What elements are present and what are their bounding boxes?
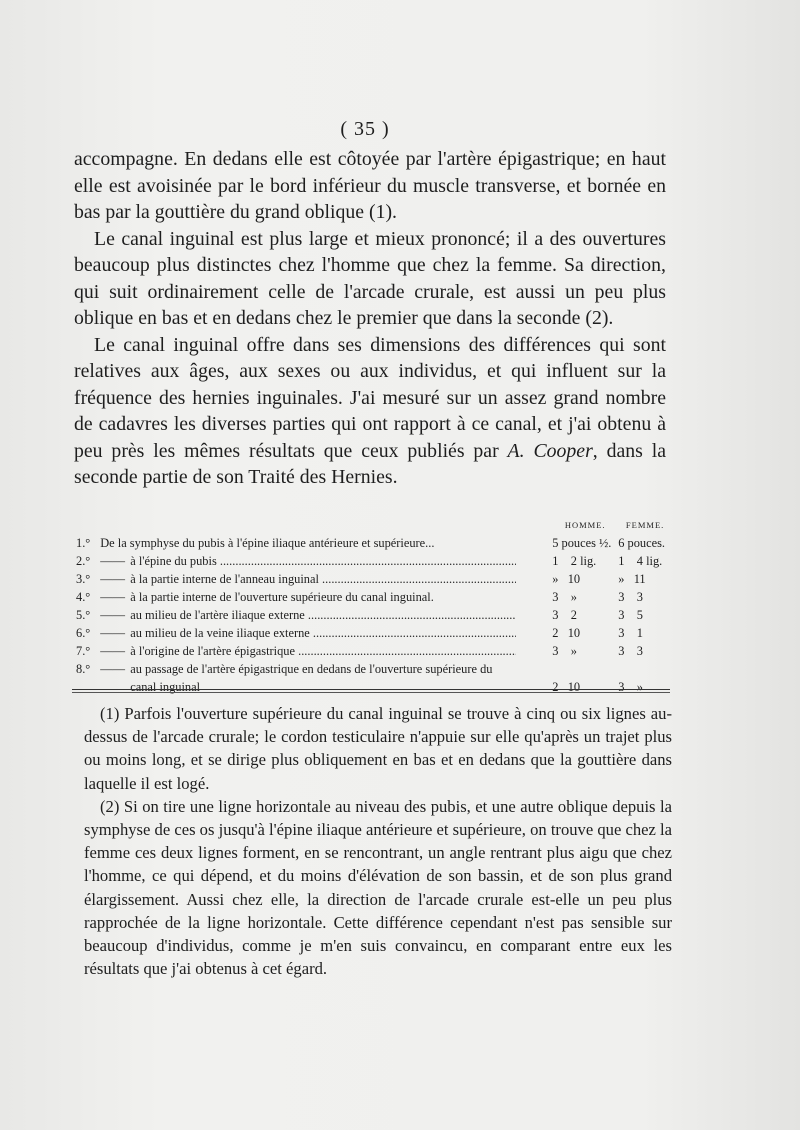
- row-dash: ——: [100, 608, 125, 622]
- row-femme: 6 pouces.: [618, 536, 666, 550]
- table-row: [76, 534, 672, 552]
- row-description: De la symphyse du pubis à l'épine iliaque antérieure et supérieure...: [100, 536, 435, 550]
- paragraph-2: Le canal inguinal est plus large et mieux prononcé; il a des ouvertures beaucoup plus distinctes chez l'homme que chez la femme. Sa direction, qui suit ordinairement celle de l'arcade crurale, est aussi un peu plus oblique en bas et en dedans chez le premier que dans la seconde (2).: [74, 227, 666, 329]
- row-dash: ——: [100, 644, 125, 658]
- row-number: 3.°: [76, 572, 91, 586]
- row-femme: 3 »: [618, 680, 643, 694]
- page-number: ( 35 ): [340, 118, 390, 140]
- row-homme: 1 2 lig.: [552, 554, 597, 568]
- row-femme: 3 5: [618, 608, 643, 622]
- footnote-1: (1) Parfois l'ouverture supérieure du canal inguinal se trouve à cinq ou six lignes au-dessus de l'arcade crurale; le cordon testiculaire n'appuie sur elle qu'après un trajet plus ou moins long, et se dirige plus obliquement en bas et en dedans que la gouttière dans laquelle il est logé.: [84, 704, 672, 793]
- row-number: 8.°: [76, 662, 91, 676]
- row-number: 4.°: [76, 590, 91, 604]
- row-dash: ——: [100, 572, 125, 586]
- row-dash: ——: [100, 554, 125, 568]
- paragraph-3-tail: , dans la seconde partie de son Traité des Hernies.: [74, 439, 667, 488]
- row-homme: 3 »: [552, 644, 577, 658]
- author-name: A. Cooper: [507, 439, 593, 462]
- row-femme: 3 3: [618, 644, 643, 658]
- row-femme: » 11: [618, 572, 646, 586]
- row-femme: 3 3: [618, 590, 643, 604]
- body-text: [74, 146, 666, 491]
- footnote-2: (2) Si on tire une ligne horizontale au niveau des pubis, et une autre oblique depuis la symphyse de ces os jusqu'à l'épine iliaque antérieure et supérieure, on trouve que chez la femme ces deux lignes forment, en se rencontrant, un angle rentrant plus aigu que chez l'homme, ce qui dépend, et du moins d'élévation de son bassin, et de son plus grand élargissement. Aussi chez elle, la direction de l'arcade crurale est-elle un peu plus rapprochée de la ligne horizontale. Cette différence cependant n'est pas sensible sur beaucoup d'individus, comme je m'en suis convaincu, en comparant entre eux les résultats que j'ai obtenus à cet égard.: [84, 796, 672, 979]
- row-description: à la partie interne de l'ouverture supérieure du canal inguinal.: [130, 590, 434, 604]
- table-header-row: [76, 516, 672, 534]
- row-homme: 5 pouces ½.: [552, 536, 612, 550]
- row-dash: ——: [100, 662, 125, 676]
- row-number: 6.°: [76, 626, 91, 640]
- table-row: [76, 624, 672, 642]
- row-description: au passage de l'artère épigastrique en dedans de l'ouverture supérieure du canal inguinal: [130, 662, 493, 694]
- paragraph-1: accompagne. En dedans elle est côtoyée par l'artère épigastrique; en haut elle est avoisinée par le bord inférieur du muscle transverse, et bornée en bas par la gouttière du grand oblique (1).: [74, 148, 666, 223]
- row-description: au milieu de l'artère iliaque externe .....: [130, 606, 552, 624]
- row-homme: 2 10: [552, 626, 581, 640]
- row-description: au milieu de la veine iliaque externe .....: [130, 624, 552, 642]
- row-homme: 2 10: [552, 680, 581, 694]
- footnote-divider: [72, 689, 670, 693]
- row-homme: » 10: [552, 572, 581, 586]
- measurements-table: [76, 516, 672, 696]
- table-row: [76, 570, 672, 588]
- row-number: 5.°: [76, 608, 91, 622]
- table-row: [76, 552, 672, 570]
- row-number: 7.°: [76, 644, 91, 658]
- row-number: 1.°: [76, 536, 91, 550]
- table-row: [76, 642, 672, 660]
- row-dash: ——: [100, 590, 125, 604]
- row-number: 2.°: [76, 554, 91, 568]
- table-row: [76, 588, 672, 606]
- row-femme: 3 1: [618, 626, 643, 640]
- row-homme: 3 »: [552, 590, 577, 604]
- footnotes: [84, 702, 672, 980]
- row-description: à la partie interne de l'anneau inguinal .....: [130, 570, 552, 588]
- row-description: à l'épine du pubis .....: [130, 552, 552, 570]
- table-row: [76, 606, 672, 624]
- row-description: à l'origine de l'artère épigastrique .....: [130, 642, 552, 660]
- row-homme: 3 2: [552, 608, 577, 622]
- row-dash: ——: [100, 626, 125, 640]
- paragraph-3: [74, 332, 666, 491]
- header-homme: HOMME.: [564, 520, 606, 530]
- row-femme: 1 4 lig.: [618, 554, 663, 568]
- header-femme: FEMME.: [625, 520, 665, 530]
- paragraph-3-text: Le canal inguinal offre dans ses dimensions des différences qui sont relatives aux âges, aux sexes ou aux individus, et qui influent sur la fréquence des hernies inguinales. J'ai mesuré sur un assez grand nombre de cadavres les diverses parties qui ont rapport à ce canal, et j'ai obtenu à peu près les mêmes résultats que ceux publiés par: [74, 333, 666, 462]
